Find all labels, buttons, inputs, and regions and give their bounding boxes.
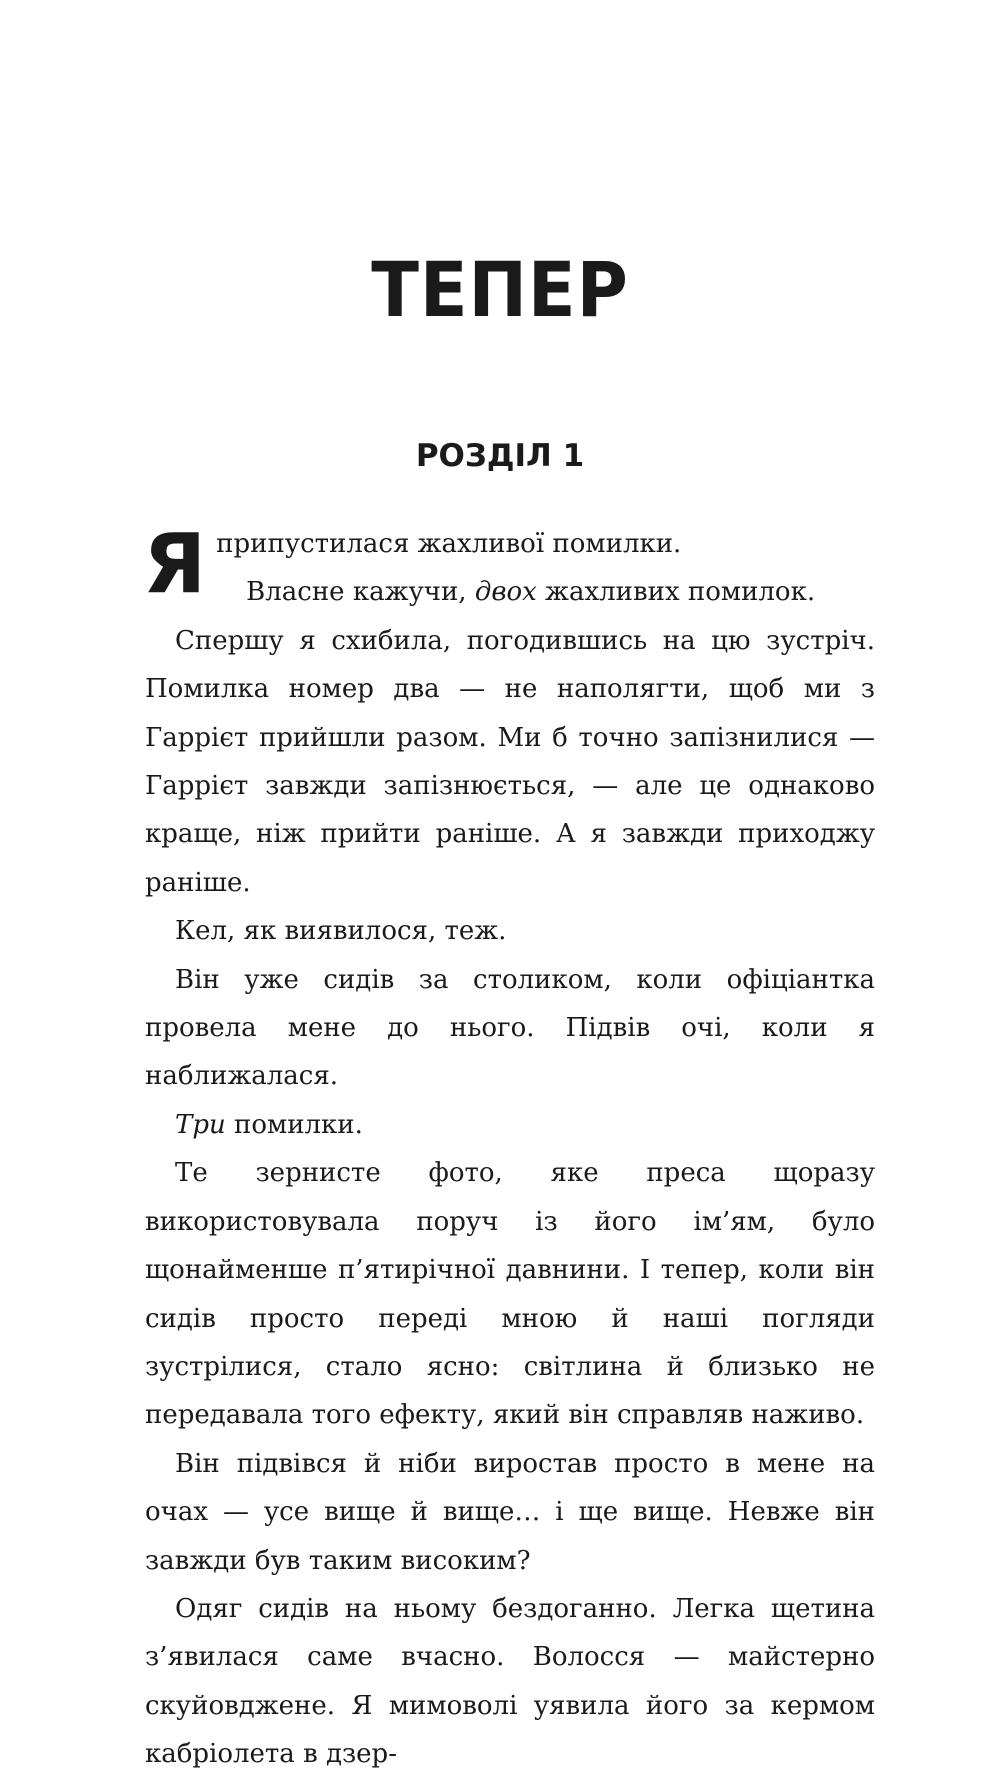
paragraph-9 [145, 1585, 875, 1779]
paragraph-4 [145, 907, 875, 955]
body-text [143, 517, 875, 1779]
text-span: припустилася жахливої помилки. [216, 529, 682, 559]
emphasis: двох [474, 577, 537, 608]
text-span: помилки. [225, 1109, 363, 1140]
text-span: Одяг сидів на ньому бездоганно. Легка щетина з’явилася саме вчасно. Волосся — майстерно скуйовджене. Я мимоволі уявила його за кермом кабріолета в дзер- [145, 1593, 875, 1770]
paragraph-8 [145, 1440, 875, 1585]
text-span: жахливих помилок. [536, 577, 816, 608]
paragraph-7 [145, 1149, 875, 1439]
text-span: Власне кажучи, [246, 577, 475, 608]
emphasis: Три [175, 1109, 226, 1140]
paragraph-3 [145, 617, 875, 907]
paragraph-2 [145, 568, 875, 616]
text-span: Він уже сидів за столиком, коли офіціантка провела мене до нього. Підвів очі, коли я наближалася. [145, 964, 875, 1092]
chapter-title: РОЗДІЛ 1 [415, 438, 585, 474]
paragraph-5 [145, 956, 875, 1101]
text-span: Кел, як виявилося, теж. [175, 916, 507, 947]
text-span: Спершу я схибила, погодившись на цю зустріч. Помилка номер два — не наполягти, щоб ми з Гаррієт прийшли разом. Ми б точно запізнилися — Гаррієт завжди запізнюється, — але це однаково краще, ніж прийти раніше. А я завжди приходжу раніше. [145, 625, 875, 898]
text-span: Він підвівся й ніби виростав просто в мене на очах — усе вище й вище… і ще вище. Невже він завжди був таким високим? [145, 1448, 875, 1576]
paragraph-6 [145, 1101, 875, 1149]
part-title: ТЕПЕР [371, 245, 629, 334]
drop-cap: Я [143, 517, 207, 612]
text-span: Те зернисте фото, яке преса щоразу використовувала поруч із його ім’ям, було щонайменше п’ятирічної давнини. І тепер, коли він сидів просто переді мною й наші погляди зустрілися, стало ясно: світлина й близько не передавала того ефекту, який він справляв наживо. [145, 1158, 875, 1431]
